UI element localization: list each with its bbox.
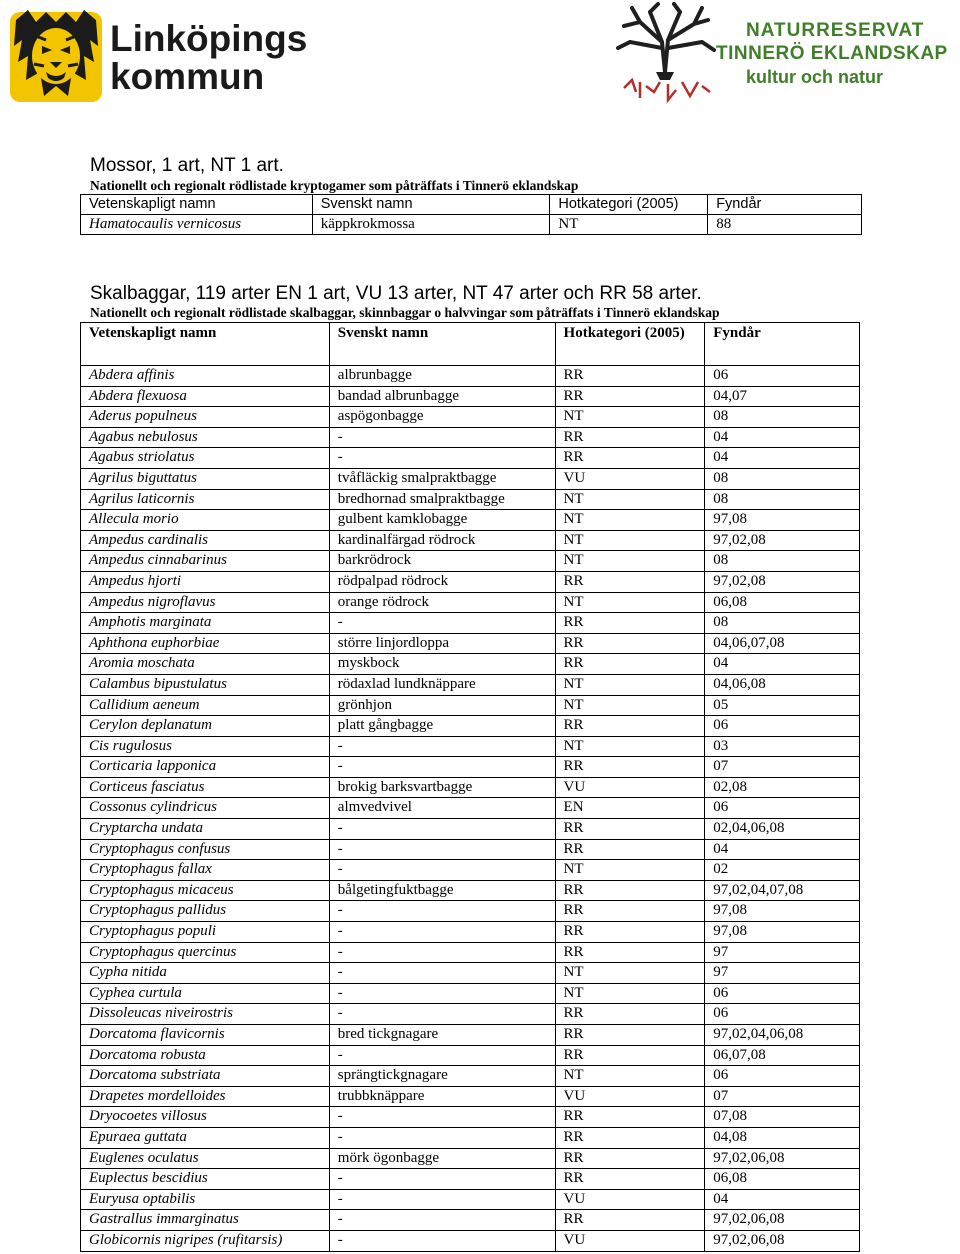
- table-row: [81, 551, 860, 572]
- threat-category: VU: [555, 1230, 705, 1251]
- find-years: 97,02,04,06,08: [705, 1025, 860, 1046]
- scientific-name: Agabus striolatus: [81, 448, 330, 469]
- scientific-name: Dorcatoma substriata: [81, 1066, 330, 1087]
- table-row: [81, 983, 860, 1004]
- table-row: [81, 860, 860, 881]
- scientific-name: Abdera affinis: [81, 366, 330, 387]
- scientific-name: Euglenes oculatus: [81, 1148, 330, 1169]
- scientific-name: Dissoleucas niveirostris: [81, 1004, 330, 1025]
- find-years: 06,08: [705, 592, 860, 613]
- scientific-name: Aromia moschata: [81, 654, 330, 675]
- threat-category: RR: [555, 880, 705, 901]
- threat-category: VU: [555, 1189, 705, 1210]
- scientific-name: Euryusa optabilis: [81, 1189, 330, 1210]
- threat-category: NT: [555, 695, 705, 716]
- scientific-name: Agrilus laticornis: [81, 489, 330, 510]
- find-years: 08: [705, 407, 860, 428]
- find-years: 06,07,08: [705, 1045, 860, 1066]
- scientific-name: Cryptophagus confusus: [81, 839, 330, 860]
- table-row: [81, 1189, 860, 1210]
- column-header: Svenskt namn: [312, 195, 550, 215]
- swedish-name: rödaxlad lundknäppare: [329, 674, 555, 695]
- find-years: 97,02,08: [705, 571, 860, 592]
- swedish-name: -: [329, 942, 555, 963]
- swedish-name: trubbknäppare: [329, 1086, 555, 1107]
- find-years: 97,08: [705, 901, 860, 922]
- reserve-name: [716, 20, 948, 88]
- mosses-subtitle: Nationellt och regionalt rödlistade kryptogamer som påträffats i Tinnerö eklandskap: [90, 178, 579, 193]
- table-row: [81, 1210, 860, 1231]
- table-row: [81, 674, 860, 695]
- threat-category: NT: [555, 510, 705, 531]
- threat-category: NT: [555, 674, 705, 695]
- threat-category: NT: [555, 592, 705, 613]
- table-row: [81, 1148, 860, 1169]
- table-row: [81, 468, 860, 489]
- table-row: [81, 1230, 860, 1251]
- swedish-name: -: [329, 613, 555, 634]
- find-years: 02: [705, 860, 860, 881]
- find-years: 06: [705, 983, 860, 1004]
- column-header: Fyndår: [708, 195, 862, 215]
- scientific-name: Euplectus bescidius: [81, 1169, 330, 1190]
- find-years: 08: [705, 468, 860, 489]
- threat-category: NT: [555, 736, 705, 757]
- table-row: [81, 654, 860, 675]
- scientific-name: Agrilus biguttatus: [81, 468, 330, 489]
- scientific-name: Cossonus cylindricus: [81, 798, 330, 819]
- threat-category: NT: [555, 860, 705, 881]
- scientific-name: Cis rugulosus: [81, 736, 330, 757]
- find-years: 06: [705, 798, 860, 819]
- swedish-name: brokig barksvartbagge: [329, 777, 555, 798]
- find-years: 97,02,04,07,08: [705, 880, 860, 901]
- swedish-name: rödpalpad rödrock: [329, 571, 555, 592]
- table-row: [81, 613, 860, 634]
- scientific-name: Amphotis marginata: [81, 613, 330, 634]
- scientific-name: Cryptophagus fallax: [81, 860, 330, 881]
- scientific-name: Epuraea guttata: [81, 1127, 330, 1148]
- swedish-name: -: [329, 427, 555, 448]
- threat-category: NT: [550, 215, 708, 235]
- swedish-name: bålgetingfuktbagge: [329, 880, 555, 901]
- table-row: [81, 819, 860, 840]
- find-years: 03: [705, 736, 860, 757]
- table-row: [81, 1169, 860, 1190]
- swedish-name: gulbent kamklobagge: [329, 510, 555, 531]
- threat-category: NT: [555, 963, 705, 984]
- scientific-name: Cryptophagus populi: [81, 922, 330, 943]
- threat-category: NT: [555, 1066, 705, 1087]
- table-row: [81, 798, 860, 819]
- swedish-name: -: [329, 448, 555, 469]
- nature-reserve-logo: [610, 2, 960, 108]
- find-years: 04,06,08: [705, 674, 860, 695]
- threat-category: VU: [555, 468, 705, 489]
- threat-category: RR: [555, 819, 705, 840]
- threat-category: RR: [555, 1025, 705, 1046]
- table-row: [81, 839, 860, 860]
- municipality-name: [110, 20, 307, 96]
- threat-category: RR: [555, 1045, 705, 1066]
- find-years: 97: [705, 963, 860, 984]
- threat-category: RR: [555, 427, 705, 448]
- threat-category: RR: [555, 839, 705, 860]
- swedish-name: -: [329, 736, 555, 757]
- find-years: 06: [705, 716, 860, 737]
- scientific-name: Cryptarcha undata: [81, 819, 330, 840]
- find-years: 97,02,08: [705, 530, 860, 551]
- logo-line-1: Linköpings: [110, 18, 308, 59]
- column-header: Hotkategori (2005): [550, 195, 708, 215]
- column-header: Svenskt namn: [329, 323, 555, 366]
- scientific-name: Callidium aeneum: [81, 695, 330, 716]
- scientific-name: Calambus bipustulatus: [81, 674, 330, 695]
- swedish-name: albrunbagge: [329, 366, 555, 387]
- scientific-name: Dryocoetes villosus: [81, 1107, 330, 1128]
- table-row: [81, 963, 860, 984]
- threat-category: RR: [555, 366, 705, 387]
- find-years: 06: [705, 366, 860, 387]
- threat-category: RR: [555, 757, 705, 778]
- swedish-name: -: [329, 757, 555, 778]
- find-years: 04: [705, 839, 860, 860]
- scientific-name: Abdera flexuosa: [81, 386, 330, 407]
- find-years: 04: [705, 654, 860, 675]
- scientific-name: Ampedus cardinalis: [81, 530, 330, 551]
- beetles-table: [80, 322, 860, 1252]
- column-header: Fyndår: [705, 323, 860, 366]
- threat-category: RR: [555, 942, 705, 963]
- table-row: [81, 1086, 860, 1107]
- swedish-name: grönhjon: [329, 695, 555, 716]
- threat-category: NT: [555, 530, 705, 551]
- find-years: 97,08: [705, 510, 860, 531]
- scientific-name: Gastrallus immarginatus: [81, 1210, 330, 1231]
- threat-category: VU: [555, 1086, 705, 1107]
- table-row: [81, 571, 860, 592]
- table-row: [81, 1004, 860, 1025]
- swedish-name: almvedvivel: [329, 798, 555, 819]
- swedish-name: bredhornad smalpraktbagge: [329, 489, 555, 510]
- scientific-name: Cypha nitida: [81, 963, 330, 984]
- threat-category: RR: [555, 1210, 705, 1231]
- threat-category: RR: [555, 571, 705, 592]
- swedish-name: -: [329, 963, 555, 984]
- threat-category: NT: [555, 983, 705, 1004]
- swedish-name: -: [329, 1107, 555, 1128]
- swedish-name: -: [329, 1169, 555, 1190]
- find-years: 02,04,06,08: [705, 819, 860, 840]
- threat-category: RR: [555, 901, 705, 922]
- find-years: 88: [708, 215, 862, 235]
- find-years: 07: [705, 1086, 860, 1107]
- table-row: [81, 489, 860, 510]
- find-years: 97,02,06,08: [705, 1210, 860, 1231]
- swedish-name: tvåfläckig smalpraktbagge: [329, 468, 555, 489]
- swedish-name: bandad albrunbagge: [329, 386, 555, 407]
- table-row: [81, 407, 860, 428]
- table-row: [81, 777, 860, 798]
- table-row: [81, 215, 862, 235]
- threat-category: EN: [555, 798, 705, 819]
- find-years: 04,06,07,08: [705, 633, 860, 654]
- find-years: 06: [705, 1066, 860, 1087]
- threat-category: RR: [555, 633, 705, 654]
- swedish-name: sprängtickgnagare: [329, 1066, 555, 1087]
- find-years: 04: [705, 1189, 860, 1210]
- table-row: [81, 716, 860, 737]
- swedish-name: -: [329, 1210, 555, 1231]
- threat-category: RR: [555, 386, 705, 407]
- swedish-name: -: [329, 839, 555, 860]
- reserve-line-3: kultur och natur: [746, 67, 884, 87]
- find-years: 07,08: [705, 1107, 860, 1128]
- threat-category: RR: [555, 448, 705, 469]
- threat-category: NT: [555, 407, 705, 428]
- find-years: 04: [705, 427, 860, 448]
- find-years: 97,08: [705, 922, 860, 943]
- swedish-name: -: [329, 1045, 555, 1066]
- find-years: 97,02,06,08: [705, 1230, 860, 1251]
- find-years: 06: [705, 1004, 860, 1025]
- table-header-row: [81, 323, 860, 366]
- swedish-name: större linjordloppa: [329, 633, 555, 654]
- swedish-name: -: [329, 819, 555, 840]
- scientific-name: Ampedus hjorti: [81, 571, 330, 592]
- threat-category: RR: [555, 1107, 705, 1128]
- table-row: [81, 386, 860, 407]
- find-years: 08: [705, 551, 860, 572]
- scientific-name: Aphthona euphorbiae: [81, 633, 330, 654]
- swedish-name: -: [329, 901, 555, 922]
- swedish-name: aspögonbagge: [329, 407, 555, 428]
- threat-category: VU: [555, 777, 705, 798]
- scientific-name: Cryptophagus pallidus: [81, 901, 330, 922]
- swedish-name: myskbock: [329, 654, 555, 675]
- find-years: 06,08: [705, 1169, 860, 1190]
- table-row: [81, 1066, 860, 1087]
- scientific-name: Drapetes mordelloides: [81, 1086, 330, 1107]
- find-years: 04: [705, 448, 860, 469]
- table-row: [81, 942, 860, 963]
- scientific-name: Allecula morio: [81, 510, 330, 531]
- table-row: [81, 1127, 860, 1148]
- scientific-name: Cyphea curtula: [81, 983, 330, 1004]
- threat-category: NT: [555, 551, 705, 572]
- swedish-name: mörk ögonbagge: [329, 1148, 555, 1169]
- oak-tree-icon: [610, 2, 720, 106]
- threat-category: RR: [555, 1169, 705, 1190]
- scientific-name: Globicornis nigripes (rufitarsis): [81, 1230, 330, 1251]
- linkoping-logo: [4, 4, 314, 108]
- table-row: [81, 736, 860, 757]
- scientific-name: Ampedus nigroflavus: [81, 592, 330, 613]
- table-row: [81, 633, 860, 654]
- swedish-name: orange rödrock: [329, 592, 555, 613]
- swedish-name: bred tickgnagare: [329, 1025, 555, 1046]
- swedish-name: -: [329, 1004, 555, 1025]
- table-row: [81, 880, 860, 901]
- reserve-line-1: NATURRESERVAT: [746, 20, 925, 41]
- lion-emblem-icon: [6, 6, 106, 106]
- find-years: 08: [705, 613, 860, 634]
- column-header: Vetenskapligt namn: [81, 323, 330, 366]
- find-years: 97: [705, 942, 860, 963]
- threat-category: NT: [555, 489, 705, 510]
- table-header-row: [81, 195, 862, 215]
- scientific-name: Dorcatoma flavicornis: [81, 1025, 330, 1046]
- find-years: 02,08: [705, 777, 860, 798]
- find-years: 97,02,06,08: [705, 1148, 860, 1169]
- threat-category: RR: [555, 613, 705, 634]
- swedish-name: -: [329, 1189, 555, 1210]
- table-row: [81, 510, 860, 531]
- swedish-name: -: [329, 1230, 555, 1251]
- scientific-name: Ampedus cinnabarinus: [81, 551, 330, 572]
- swedish-name: -: [329, 922, 555, 943]
- find-years: 08: [705, 489, 860, 510]
- find-years: 04,07: [705, 386, 860, 407]
- table-row: [81, 1045, 860, 1066]
- threat-category: RR: [555, 1004, 705, 1025]
- swedish-name: kardinalfärgad rödrock: [329, 530, 555, 551]
- table-row: [81, 448, 860, 469]
- table-row: [81, 530, 860, 551]
- swedish-name: barkrödrock: [329, 551, 555, 572]
- scientific-name: Cerylon deplanatum: [81, 716, 330, 737]
- column-header: Vetenskapligt namn: [81, 195, 313, 215]
- find-years: 04,08: [705, 1127, 860, 1148]
- scientific-name: Cryptophagus quercinus: [81, 942, 330, 963]
- table-row: [81, 757, 860, 778]
- table-row: [81, 1025, 860, 1046]
- scientific-name: Corticaria lapponica: [81, 757, 330, 778]
- scientific-name: Corticeus fasciatus: [81, 777, 330, 798]
- threat-category: RR: [555, 654, 705, 675]
- find-years: 05: [705, 695, 860, 716]
- threat-category: RR: [555, 716, 705, 737]
- swedish-name: -: [329, 1127, 555, 1148]
- threat-category: RR: [555, 1127, 705, 1148]
- table-row: [81, 901, 860, 922]
- table-row: [81, 1107, 860, 1128]
- find-years: 07: [705, 757, 860, 778]
- swedish-name: platt gångbagge: [329, 716, 555, 737]
- table-row: [81, 427, 860, 448]
- reserve-line-2: TINNERÖ EKLANDSKAP: [716, 43, 948, 64]
- scientific-name: Agabus nebulosus: [81, 427, 330, 448]
- threat-category: RR: [555, 1148, 705, 1169]
- beetles-title: Skalbaggar, 119 arter EN 1 art, VU 13 arter, NT 47 arter och RR 58 arter.: [90, 283, 702, 304]
- logo-line-2: kommun: [110, 56, 265, 97]
- mosses-title: Mossor, 1 art, NT 1 art.: [90, 155, 284, 176]
- table-row: [81, 592, 860, 613]
- scientific-name: Dorcatoma robusta: [81, 1045, 330, 1066]
- swedish-name: -: [329, 860, 555, 881]
- swedish-name: käppkrokmossa: [312, 215, 550, 235]
- beetles-subtitle: Nationellt och regionalt rödlistade skalbaggar, skinnbaggar o halvvingar som påträffats i Tinnerö eklandskap: [90, 305, 720, 320]
- scientific-name: Hamatocaulis vernicosus: [81, 215, 313, 235]
- swedish-name: -: [329, 983, 555, 1004]
- scientific-name: Cryptophagus micaceus: [81, 880, 330, 901]
- scientific-name: Aderus populneus: [81, 407, 330, 428]
- table-row: [81, 366, 860, 387]
- table-row: [81, 922, 860, 943]
- table-row: [81, 695, 860, 716]
- column-header: Hotkategori (2005): [555, 323, 705, 366]
- mosses-table: [80, 194, 862, 235]
- threat-category: RR: [555, 922, 705, 943]
